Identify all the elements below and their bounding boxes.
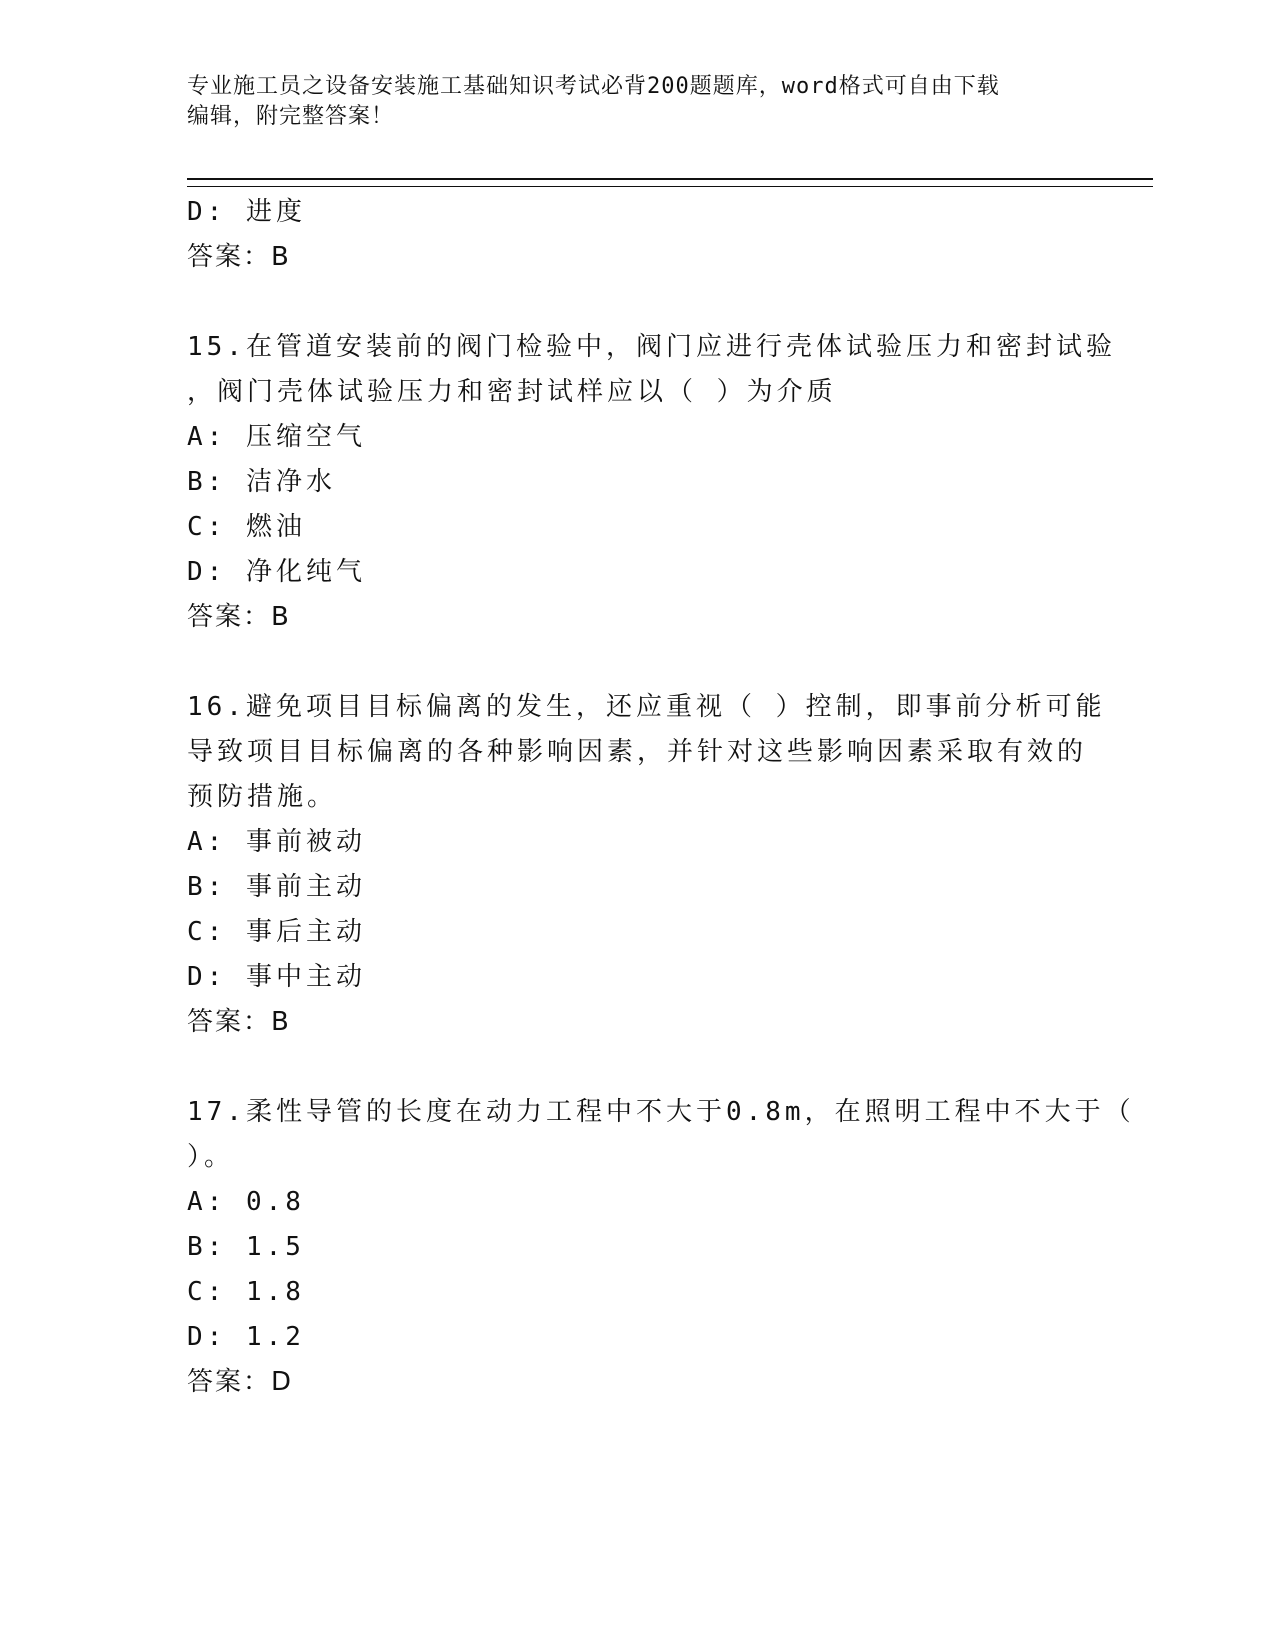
header-title-line-2: 编辑，附完整答案！ [187, 104, 395, 129]
header-title-line-1: 专业施工员之设备安装施工基础知识考试必背200题题库，word格式可自由下载 [187, 74, 1000, 99]
question-text [187, 1090, 1135, 1180]
question-text-line: ）。 [187, 1142, 235, 1172]
answer-line: 答案：B [187, 602, 291, 632]
question-text-line: 17.柔性导管的长度在动力工程中不大于0.8m，在照明工程中不大于（ [187, 1097, 1135, 1127]
answer-line: 答案：D [187, 1367, 294, 1397]
option-b: B: 事前主动 [187, 872, 366, 902]
option-c: C: 事后主动 [187, 917, 366, 947]
spacer [187, 280, 1087, 325]
option-a: A: 压缩空气 [187, 422, 366, 452]
header-divider [187, 178, 1153, 187]
option-d: D: 进度 [187, 197, 306, 227]
question-text-line: 导致项目目标偏离的各种影响因素，并针对这些影响因素采取有效的 [187, 737, 1088, 767]
question-text-line: 16.避免项目目标偏离的发生，还应重视（ ）控制，即事前分析可能 [187, 692, 1106, 722]
option-d: D: 事中主动 [187, 962, 366, 992]
option-b: B: 1.5 [187, 1232, 305, 1262]
answer-line: 答案：B [187, 242, 291, 272]
option-a: A: 事前被动 [187, 827, 366, 857]
question-text [187, 685, 1106, 820]
option-b: B: 洁净水 [187, 467, 336, 497]
option-d: D: 净化纯气 [187, 557, 366, 587]
question-17 [187, 1090, 1135, 1405]
question-15 [187, 325, 1116, 640]
answer-line: 答案：B [187, 1007, 291, 1037]
question-text-line: 15.在管道安装前的阀门检验中，阀门应进行壳体试验压力和密封试验 [187, 332, 1116, 362]
question-text [187, 325, 1116, 415]
option-a: A: 0.8 [187, 1187, 305, 1217]
question-16 [187, 685, 1106, 1045]
spacer [187, 640, 1087, 685]
option-c: C: 1.8 [187, 1277, 305, 1307]
option-d: D: 1.2 [187, 1322, 305, 1352]
spacer [187, 1045, 1087, 1090]
question-text-line: ，阀门壳体试验压力和密封试样应以（ ）为介质 [187, 377, 837, 407]
document-header [187, 72, 1087, 132]
question-text-line: 预防措施。 [187, 782, 338, 812]
document-body [187, 190, 1135, 1405]
option-c: C: 燃油 [187, 512, 306, 542]
